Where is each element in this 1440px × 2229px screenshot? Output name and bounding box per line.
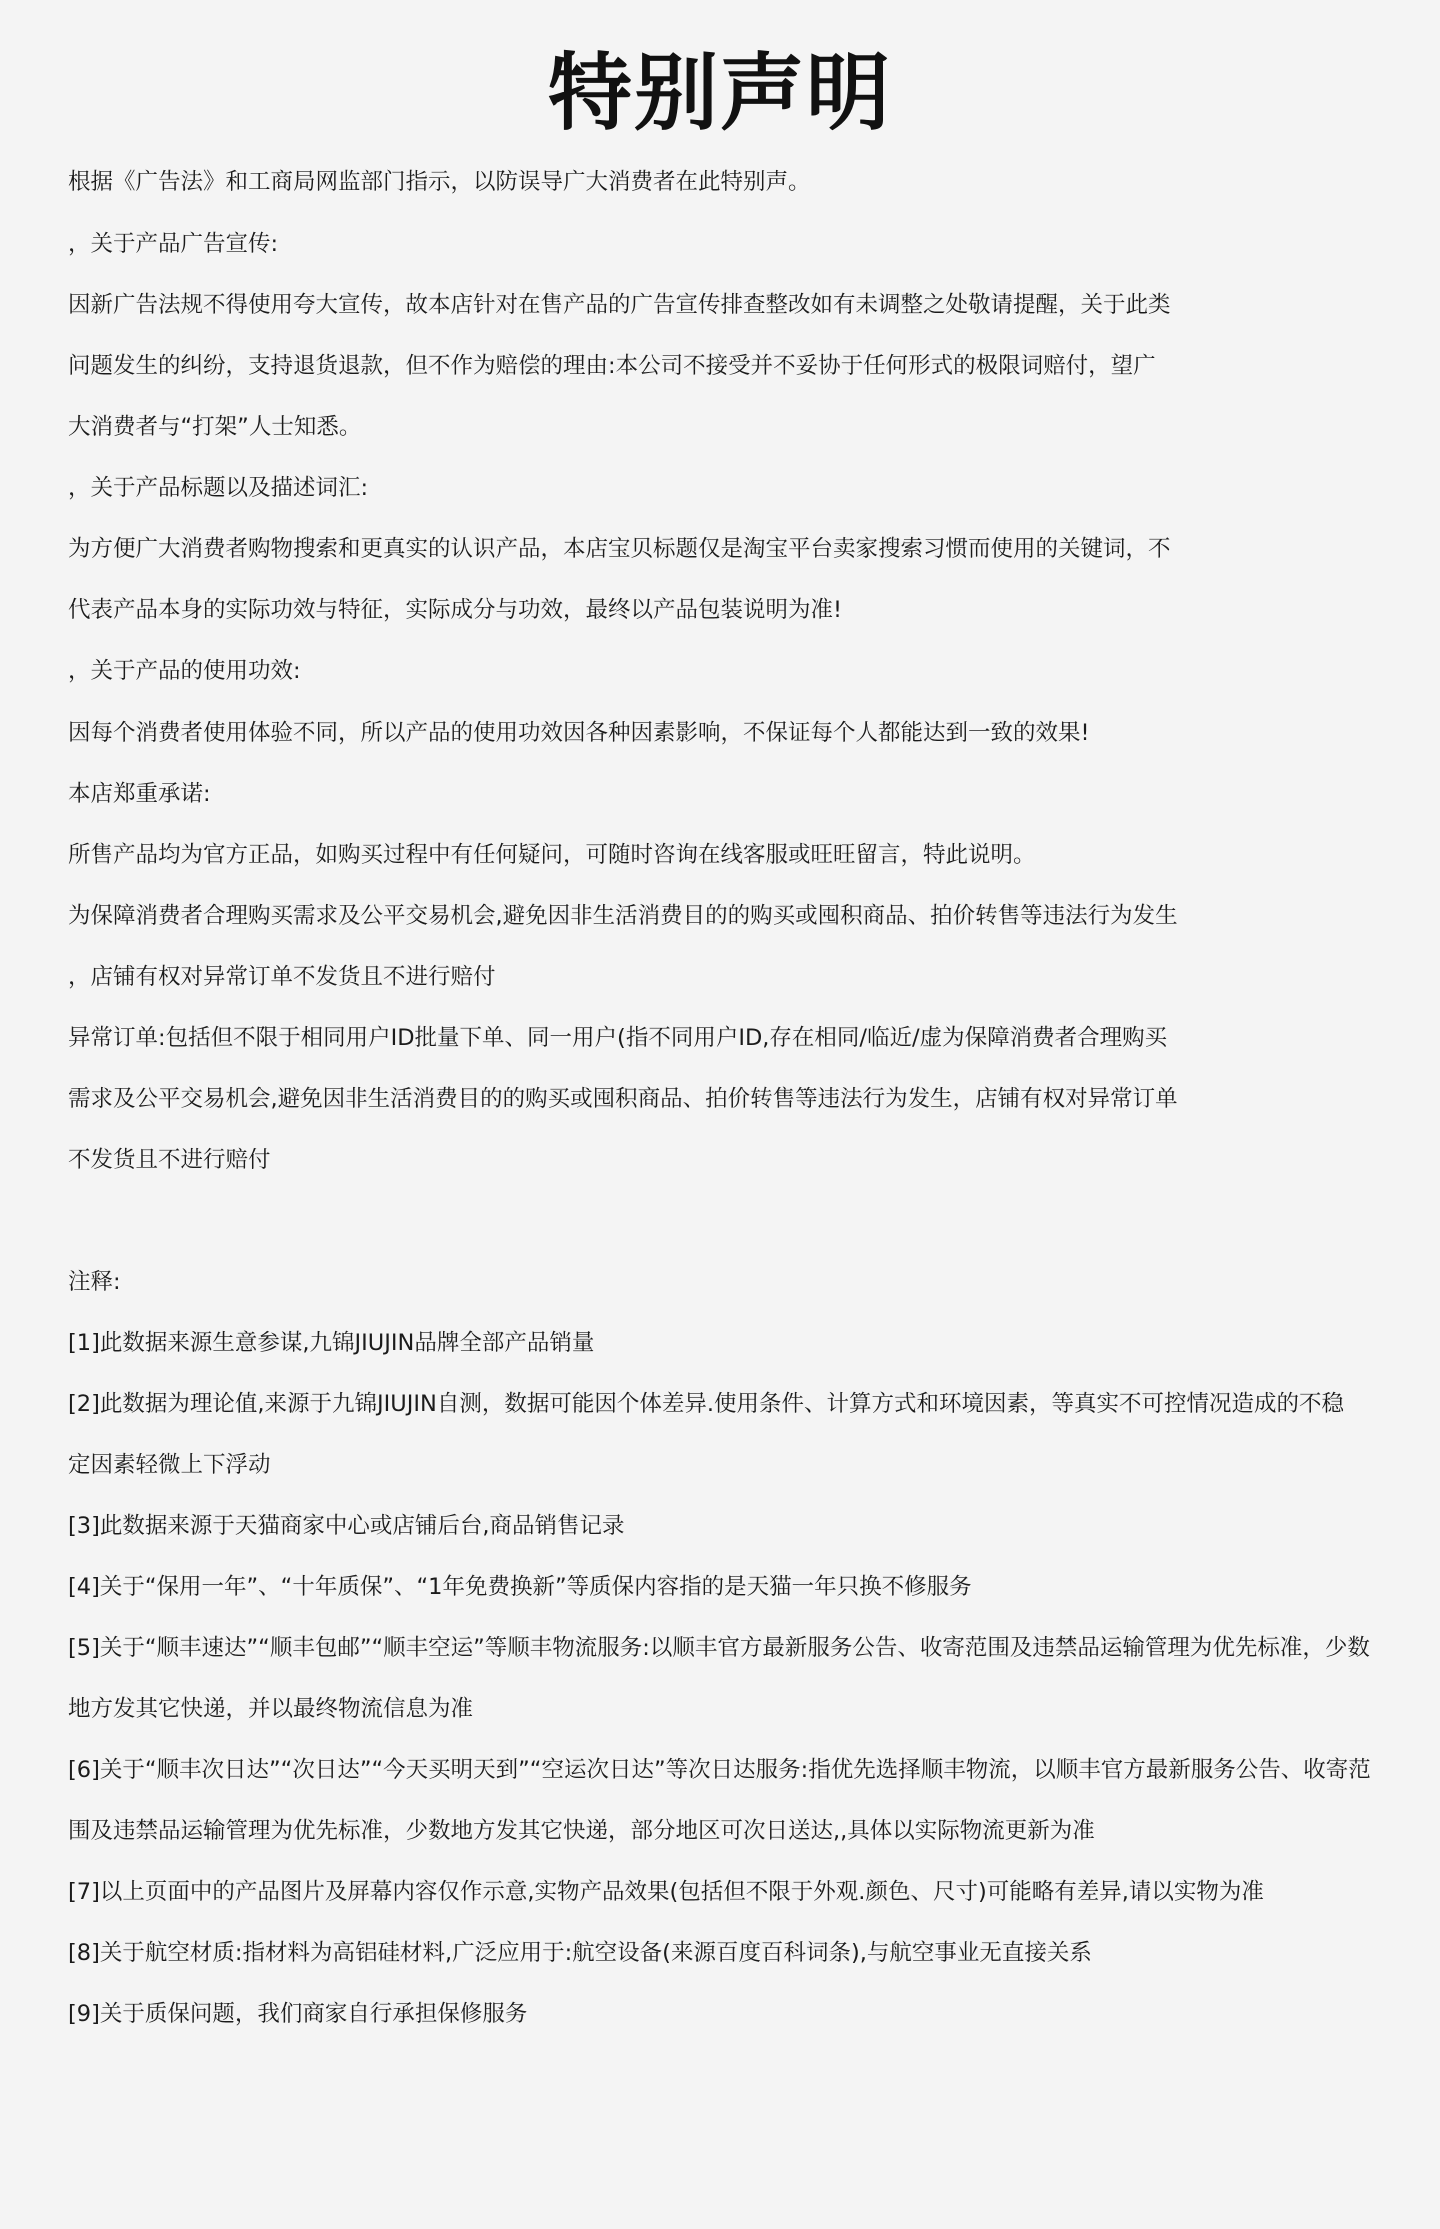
statement-line-intro: 根据《广告法》和工商局网监部门指示，以防误导广大消费者在此特别声。 [68,169,811,195]
note-line: [8]关于航空材质:指材料为高铝硅材料,广泛应用于:航空设备(来源百度百科词条),与航空事业无直接关系 [68,1940,1092,1966]
statement-line: ，店铺有权对异常订单不发货且不进行赔付 [68,964,496,990]
statement-line: 所售产品均为官方正品，如购买过程中有任何疑问，可随时咨询在线客服或旺旺留言，特此说明。 [68,842,1036,868]
note-line: [9]关于质保问题，我们商家自行承担保修服务 [68,2001,528,2027]
statement-heading-titles: ，关于产品标题以及描述词汇: [68,475,369,501]
statement-line: 问题发生的纠纷，支持退货退款，但不作为赔偿的理由:本公司不接受并不妥协于任何形式的极限词赔付，望广 [68,353,1156,379]
statement-line: 因新广告法规不得使用夸大宣传，故本店针对在售产品的广告宣传排查整改如有未调整之处敬请提醒，关于此类 [68,292,1171,318]
statement-line: 为保障消费者合理购买需求及公平交易机会,避免因非生活消费目的的购买或囤积商品、拍价转售等违法行为发生 [68,903,1178,929]
note-line: 定因素轻微上下浮动 [68,1452,271,1478]
notes-heading: 注释: [68,1269,121,1295]
note-line: [2]此数据为理论值,来源于九锦JIUJIN自测，数据可能因个体差异.使用条件、计算方式和环境因素，等真实不可控情况造成的不稳 [68,1391,1345,1417]
statement-line: 代表产品本身的实际功效与特征，实际成分与功效，最终以产品包装说明为准! [68,597,843,623]
statement-line: 异常订单:包括但不限于相同用户ID批量下单、同一用户(指不同用户ID,存在相同/临近/虚为保障消费者合理购买 [68,1025,1168,1051]
statement-line: 大消费者与“打架”人士知悉。 [68,414,362,440]
statement-line: 为方便广大消费者购物搜索和更真实的认识产品，本店宝贝标题仅是淘宝平台卖家搜索习惯而使用的关键词，不 [68,536,1171,562]
note-line: 地方发其它快递，并以最终物流信息为准 [68,1696,474,1722]
statement-line: 需求及公平交易机会,避免因非生活消费目的的购买或囤积商品、拍价转售等违法行为发生，店铺有权对异常订单 [68,1086,1178,1112]
note-line: 围及违禁品运输管理为优先标准，少数地方发其它快递，部分地区可次日送达,,具体以实际物流更新为准 [68,1818,1095,1844]
note-line: [4]关于“保用一年”、“十年质保”、“1年免费换新”等质保内容指的是天猫一年只换不修服务 [68,1574,972,1600]
page-title: 特别声明 [547,44,892,142]
note-line: [6]关于“顺丰次日达”“次日达”“今天买明天到”“空运次日达”等次日达服务:指优先选择顺丰物流，以顺丰官方最新服务公告、收寄范 [68,1757,1371,1783]
note-line: [7]以上页面中的产品图片及屏幕内容仅作示意,实物产品效果(包括但不限于外观.颜色、尺寸)可能略有差异,请以实物为准 [68,1879,1264,1905]
note-line: [3]此数据来源于天猫商家中心或店铺后台,商品销售记录 [68,1513,625,1539]
note-line: [1]此数据来源生意参谋,九锦JIUJIN品牌全部产品销量 [68,1330,595,1356]
statement-heading-advertising: ，关于产品广告宣传: [68,231,279,257]
note-line: [5]关于“顺丰速达”“顺丰包邮”“顺丰空运”等顺丰物流服务:以顺丰官方最新服务公告、收寄范围及违禁品运输管理为优先标准，少数 [68,1635,1370,1661]
statement-line: 因每个消费者使用体验不同，所以产品的使用功效因各种因素影响，不保证每个人都能达到一致的效果! [68,720,1090,746]
statement-line: 不发货且不进行赔付 [68,1147,271,1173]
statement-heading-efficacy: ，关于产品的使用功效: [68,658,301,684]
statement-heading-promise: 本店郑重承诺: [68,781,211,807]
